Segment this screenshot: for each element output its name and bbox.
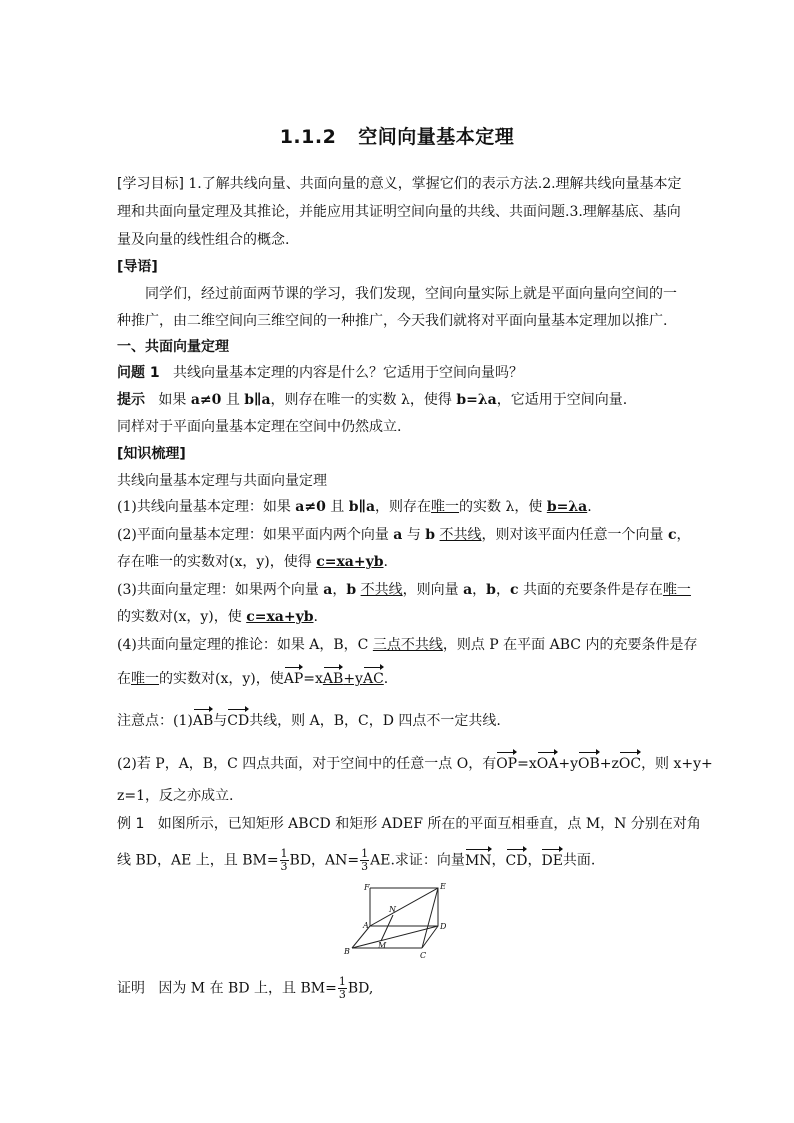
note-text-1: 与 [213, 713, 228, 729]
page-title [0, 122, 794, 149]
example-label: 例 1 [117, 816, 145, 832]
label-A: A [363, 921, 369, 930]
k2-text-1: (2)平面向量基本定理：如果平面内两个向量 [117, 527, 389, 543]
fraction-one-third: $\frac{1}{3}$ [280, 847, 288, 873]
intro-line-2: 种推广，由二维空间向三维空间的一种推广，今天我们就将对平面向量基本定理加以推广. [117, 313, 668, 329]
vector-MN: MN [464, 852, 492, 869]
title-number: 1.1.2 [279, 126, 337, 148]
diagonal-AE [370, 888, 438, 926]
k1-text-3: ，则存在 [375, 499, 432, 515]
knowledge-item-1 [117, 498, 704, 516]
k3-underline-2: 唯一 [662, 582, 691, 598]
hint-math-2: b∥a [244, 392, 271, 408]
k1-underline-1: 唯一 [431, 499, 460, 515]
vector-OP: OP [496, 756, 518, 772]
note-eq-x: =x [517, 756, 537, 772]
vector-OB: OB [577, 756, 600, 772]
label-C: C [420, 951, 427, 960]
fraction-one-third-proof: $\frac{1}{3}$ [338, 975, 346, 1001]
geometry-figure [340, 880, 460, 960]
proof-text-1: 因为 M 在 BD 上，且 BM= [158, 980, 337, 997]
k2-math-b: b [425, 527, 436, 543]
example-text-2: 线 BD，AE 上，且 BM= [117, 852, 279, 869]
k2-text-4: ， [676, 527, 691, 543]
proof-line [117, 976, 704, 1001]
k4-eq-1: =x [303, 671, 323, 687]
k4-eq-2: +y [343, 671, 363, 687]
note-eq-y: +y [558, 756, 578, 772]
k4-text-3: 在 [117, 671, 131, 687]
k1-underline-2: b=λa [546, 499, 588, 515]
k3-text-4: 的实数对(x，y)，使 [117, 609, 242, 625]
k2-end: . [383, 554, 388, 570]
vector-AP: AP [283, 671, 304, 687]
vector-AB-note: AB [192, 713, 214, 729]
k2-text-5: 存在唯一的实数对(x，y)，使得 [117, 554, 312, 570]
example-text-4: AE.求证：向量 [370, 852, 465, 869]
objectives-label: [学习目标] [117, 176, 184, 192]
k3-sep-1: ， [332, 582, 347, 598]
knowledge-item-3-cont [117, 608, 704, 626]
k4-underline-2: 唯一 [131, 671, 159, 687]
note-2 [117, 755, 713, 773]
section-heading-1: 一、共面向量定理 [117, 339, 229, 355]
k3-end: . [313, 609, 318, 625]
note-eq-z: +z [599, 756, 619, 772]
example-1-line-2: 线 BD，AE 上，且 BM= $\frac{1}{3}$ BD，AN= $\frac{1}{3}$ AE.求证：向量MN，CD，DE共面. [117, 847, 596, 873]
k3-underline-1: 不共线 [360, 582, 403, 598]
knowledge-item-4 [117, 636, 704, 654]
example-text-5: 共面. [562, 852, 596, 869]
label-B: B [344, 947, 350, 956]
knowledge-item-4-cont [117, 670, 704, 688]
question-text: 共线向量基本定理的内容是什么？它适用于空间向量吗？ [172, 365, 523, 381]
k2-underline-1: 不共线 [439, 527, 482, 543]
note-text-2: 共线，则 A，B，C，D 四点不一定共线. [249, 713, 501, 729]
title-text: 空间向量基本定理 [358, 126, 515, 148]
k3-math-a: a [323, 582, 333, 598]
k3-math-b2: b [486, 582, 496, 598]
question-label: 问题 1 [117, 365, 160, 381]
knowledge-item-2 [117, 526, 704, 544]
k3-sep-2: ， [472, 582, 487, 598]
label-F: F [364, 883, 370, 892]
k4-text-2: ，则点 P 在平面 ABC 内的充要条件是存 [442, 637, 698, 653]
k2-underline-2: c=xa+yb [316, 554, 384, 570]
intro-line-1: 同学们，经过前面两节课的学习，我们发现，空间向量实际上就是平面向量向空间的一 [145, 286, 677, 302]
k4-text-4: 的实数对(x，y)，使 [159, 671, 284, 687]
vector-AC: AC [362, 671, 384, 687]
segment-CE [422, 888, 438, 948]
objectives-text-1: 1.了解共线向量、共面向量的意义，掌握它们的表示方法.2.理解共线向量基本定 [188, 176, 682, 192]
vector-AB: AB [322, 671, 344, 687]
example-text-1: 如图所示，已知矩形 ABCD 和矩形 ADEF 所在的平面互相垂直，点 M，N 分别在对角 [157, 816, 701, 832]
hint-math-1: a≠0 [190, 392, 222, 408]
objectives-line-3: 量及向量的线性组合的概念. [117, 232, 290, 248]
k3-math-b: b [346, 582, 357, 598]
k4-underline-1: 三点不共线 [372, 637, 443, 653]
objectives-line-1 [117, 175, 704, 193]
k1-math-1: a≠0 [295, 499, 326, 515]
k2-text-2: 与 [406, 527, 421, 543]
note-text-4: ，则 x+y+ [641, 756, 713, 772]
vector-DE: DE [541, 852, 563, 869]
k3-text-2: ，则向量 [402, 582, 459, 598]
k2-text-3: ，则对该平面内任意一个向量 [481, 527, 664, 543]
k3-text-1: (3)共面向量定理：如果两个向量 [117, 582, 319, 598]
hint-math-3: b=λa [456, 392, 497, 408]
vector-OC: OC [618, 756, 642, 772]
knowledge-item-2-cont [117, 553, 704, 571]
note-label: 注意点：(1) [117, 713, 193, 729]
k4-end: . [383, 671, 389, 687]
k1-text-4: 的实数 λ，使 [459, 499, 543, 515]
k2-math-c: c [667, 527, 677, 543]
hint-text-4: ，它适用于空间向量. [496, 392, 628, 408]
note-text-3: (2)若 P，A，B，C 四点共面，对于空间中的任意一点 O，有 [117, 756, 497, 772]
k3-text-3: 共面的充要条件是存在 [522, 582, 663, 598]
k2-math-a: a [393, 527, 403, 543]
example-text-3: BD，AN= [289, 852, 360, 869]
hint-text-1: 如果 [158, 392, 187, 408]
example-1-line-1 [117, 815, 704, 833]
proof-label: 证明 [117, 980, 145, 997]
knowledge-title: 共线向量基本定理与共面向量定理 [117, 473, 327, 489]
intro-label: [导语] [117, 259, 158, 275]
knowledge-item-3 [117, 581, 704, 599]
label-E: E [440, 882, 446, 891]
k3-sep-3: ， [495, 582, 510, 598]
k1-math-2: b∥a [348, 499, 376, 515]
k1-text-1: (1)共线向量基本定理：如果 [117, 499, 291, 515]
k1-text-5: . [587, 499, 592, 515]
vector-CD-note: CD [227, 713, 250, 729]
label-M: M [378, 941, 387, 950]
hint-label: 提示 [117, 392, 145, 408]
note-1 [117, 712, 704, 730]
k3-underline-3: c=xa+yb [246, 609, 314, 625]
label-N: N [389, 905, 396, 914]
hint-text-2: 且 [225, 392, 240, 408]
objectives-line-2: 理和共面向量定理及其推论，并能应用其证明空间向量的共线、共面问题.3.理解基底、基向 [117, 204, 681, 220]
k4-text-1: (4)共面向量定理的推论：如果 A，B，C [117, 637, 369, 653]
vector-OA: OA [536, 756, 559, 772]
k3-math-a2: a [463, 582, 473, 598]
fraction-one-third-2: $\frac{1}{3}$ [361, 847, 369, 873]
question-1 [117, 364, 704, 382]
similar-note: 同样对于平面向量基本定理在空间中仍然成立. [117, 419, 402, 435]
proof-text-2: BD, [347, 980, 374, 997]
vector-CD: CD [505, 852, 528, 869]
k3-math-c2: c [509, 582, 519, 598]
hint-text-3: ，则存在唯一的实数 λ，使得 [270, 392, 452, 408]
knowledge-label: [知识梳理] [117, 446, 186, 462]
k1-text-2: 且 [330, 499, 345, 515]
hint-line [117, 391, 704, 409]
label-D: D [440, 922, 447, 931]
note-2-cont: z=1，反之亦成立. [117, 788, 234, 804]
